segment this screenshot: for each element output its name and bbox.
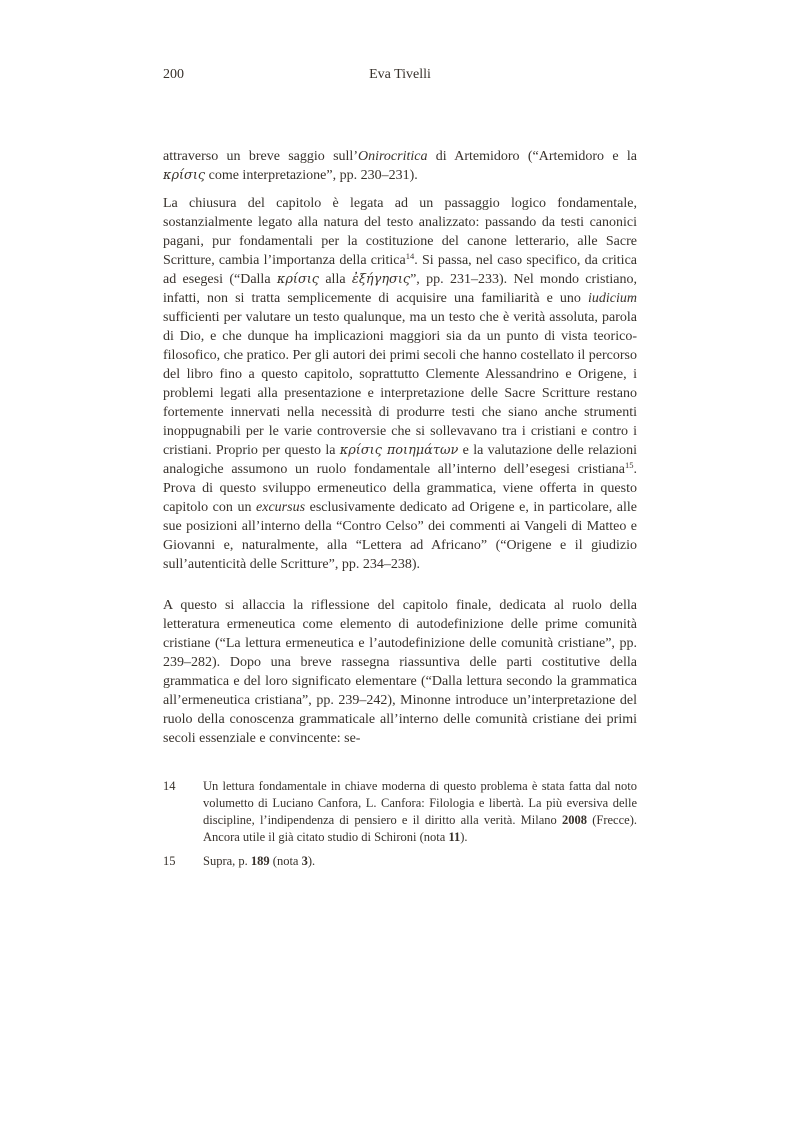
footnote-ref: 14 xyxy=(405,251,415,261)
running-header: Eva Tivelli xyxy=(369,67,431,82)
text-run: 3 xyxy=(301,854,308,868)
text-run: 189 xyxy=(250,854,270,868)
text-run: 2008 xyxy=(562,813,588,827)
text-run: e la valutazione delle relazioni analogiche assumono un ruolo fondamentale all’interno dell’esegesi cristiana xyxy=(163,443,638,477)
greek-text-run: κρίσις xyxy=(163,168,206,183)
text-run: sufficienti per valutare un testo qualunque, ma un testo che è verità assoluta, parola di Dio, e che dunque ha implicazioni maggiori sia da un punto di vista teorico-filosofico, che pratico. Per gli autori dei primi secoli che hanno costellato il percorso del libro fino a questo capitolo, soprattutto Clemente Alessandrino e Origene, i problemi legati alla presentazione e interpretazione delle Sacre Scritture restano fortemente innervati nella necessità di produrre testi che siano anche strumenti inoppugnabili per le varie controversie che si sollevavano tra i cristiani e contro i cristiani. Proprio per questo la xyxy=(163,310,637,458)
text-run: ). xyxy=(460,830,468,844)
text-run: ). xyxy=(307,854,316,868)
paragraph xyxy=(163,194,637,574)
greek-text-run: ἐξήγησις xyxy=(351,272,411,287)
footnote-number: 15 xyxy=(163,854,176,868)
text-run: 11 xyxy=(448,830,461,844)
text-run: La chiusura del capitolo è legata ad un passaggio logico fondamentale, sostanzialmente legato alla natura del testo analizzato: passando da testi canonici pagani, pur fondamentali per la costituzione del canone letterario, alle Sacre Scritture, cambia l’importanza della critica xyxy=(163,196,637,268)
text-run: (Frecce). Ancora utile il già citato studio di Schironi (nota xyxy=(203,813,637,844)
paragraph xyxy=(163,596,637,748)
footnote xyxy=(163,778,637,846)
footnote-ref: 15 xyxy=(625,460,634,470)
text-run: excursus xyxy=(256,500,306,515)
paragraph xyxy=(163,147,637,185)
text-run: alla xyxy=(319,272,352,287)
text-run: Un lettura fondamentale in chiave moderna di questo problema è stata fatta dal noto volumetto di Luciano Canfora, L. Canfora: Filologia e libertà. La più eversiva delle discipline, l’indipendenza di pensiero e il diritto alla verità. Milano xyxy=(203,779,637,827)
text-run: Supra, p. xyxy=(203,854,251,868)
text-run: di Artemidoro (“Artemidoro e la xyxy=(427,149,637,164)
greek-text-run: κρίσις xyxy=(276,272,319,287)
page-number: 200 xyxy=(163,67,184,82)
text-run: ”, pp. 231–233). Nel mondo cristiano, infatti, non si tratta semplicemente di acquisire una familiarità e uno xyxy=(163,272,637,306)
text-run: esclusivamente dedicato ad Origene e, in particolare, alle sue posizioni all’interno della “Contro Celso” dei commenti ai Vangeli di Matteo e Giovanni e, naturalmente, alla “Lettera ad Africano” (“Origene e il giudizio sull’autenticità delle Scritture”, pp. 234–238). xyxy=(163,500,637,572)
footnotes-section xyxy=(163,778,637,870)
page-header xyxy=(163,66,637,84)
body-text xyxy=(163,147,637,748)
text-run: . Si passa, nel caso specifico, da critica ad esegesi (“Dalla xyxy=(163,253,637,287)
text-run: attraverso un breve saggio sull’ xyxy=(163,149,358,164)
footnote-text xyxy=(203,853,637,870)
main-content xyxy=(163,147,637,870)
text-run: A questo si allaccia la riflessione del capitolo finale, dedicata al ruolo della letteratura ermeneutica come elemento di autodefinizione delle prime comunità cristiane (“La lettura ermeneutica e l’autodefinizione delle comunità cristiane”, pp. 239–282). Dopo una breve rassegna riassuntiva delle parti costitutive della grammatica e del loro significato elementare (“Dalla lettura secondo la grammatica all’ermeneutica cristiana”, pp. 239–242), Minonne introduce un’interpretazione del ruolo della conoscenza grammaticale all’interno delle comunità cristiane dei primi secoli essenziale e convincente: se- xyxy=(163,598,637,746)
footnote xyxy=(163,853,637,870)
greek-text-run: κρίσις ποιημάτων xyxy=(339,443,459,458)
text-run: come interpretazione”, pp. 230–231). xyxy=(205,168,418,183)
text-run: (nota xyxy=(269,854,302,868)
footnote-text xyxy=(203,778,637,846)
text-run: Onirocritica xyxy=(357,149,428,164)
text-run: . Prova di questo sviluppo ermeneutico della grammatica, viene offerta in questo capitolo con un xyxy=(163,462,637,515)
footnote-number: 14 xyxy=(163,779,176,793)
text-run: iudicium xyxy=(588,291,637,306)
